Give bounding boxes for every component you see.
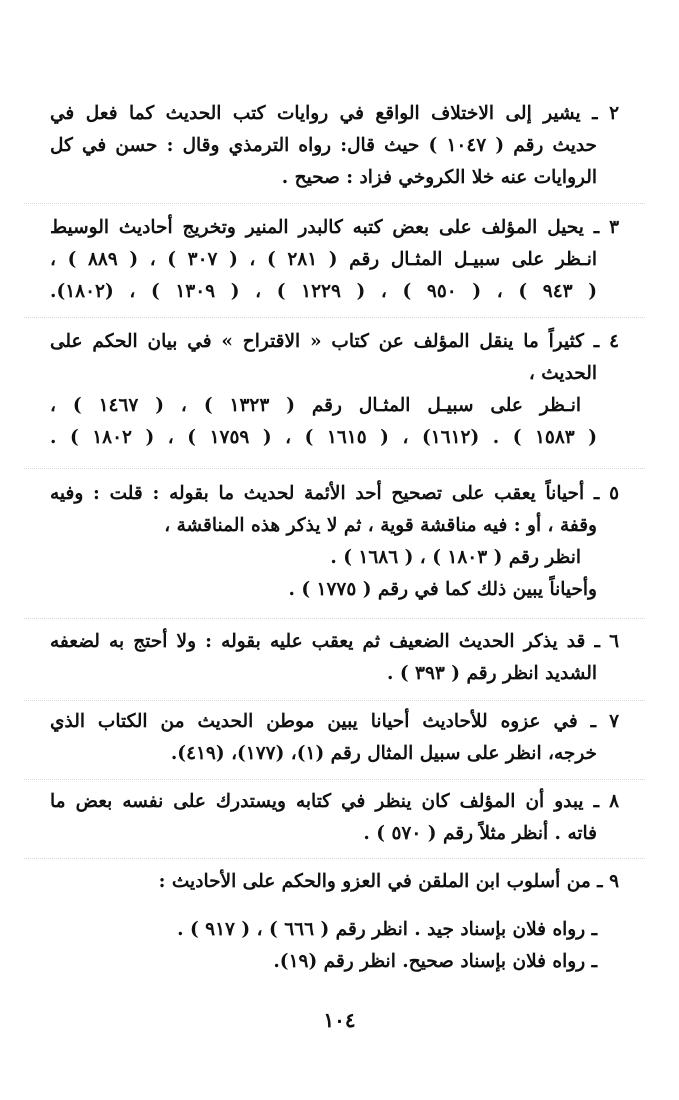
item-5-line-2: وقفة ، أو : فيه مناقشة قوية ، ثم لا يذكر هذه المناقشة ، bbox=[164, 515, 597, 536]
item-4-line-3: انـظر على سبيـل المثـال رقم ( ١٣٢٣ ) ، ( ١٤٦٧ ) ، bbox=[50, 395, 581, 416]
separator bbox=[24, 858, 645, 859]
item-4-line-1: ٤ ـ كثيراً ما ينقل المؤلف عن كتاب « الاقتراح » في بيان الحكم على bbox=[50, 331, 619, 352]
page-number: ١٠٤ bbox=[323, 1008, 356, 1032]
item-9-line-1: ٩ ـ من أسلوب ابن الملقن في العزو والحكم على الأحاديث : bbox=[158, 871, 619, 892]
separator bbox=[24, 317, 645, 318]
item-3-line-3: ( ٩٤٣ ) ، ( ٩٥٠ ) ، ( ١٢٢٩ ) ، ( ١٣٠٩ ) ، (١٨٠٢). bbox=[50, 281, 597, 302]
item-8-line-1: ٨ ـ يبدو أن المؤلف كان ينظر في كتابه ويستدرك على نفسه بعض ما bbox=[50, 791, 619, 812]
item-5-line-1: ٥ ـ أحياناً يعقب على تصحيح أحد الأئمة لحديث ما بقوله : قلت : وفيه bbox=[50, 483, 619, 504]
item-6-line-2: الشديد انظر رقم ( ٣٩٣ ) . bbox=[386, 663, 597, 684]
item-9-line-2: ـ رواه فلان بإسناد جيد . انظر رقم ( ٦٦٦ ) ، ( ٩١٧ ) . bbox=[177, 919, 597, 940]
item-9-spacer bbox=[50, 898, 619, 914]
list-item-9 bbox=[50, 866, 619, 978]
separator bbox=[24, 468, 645, 469]
separator bbox=[24, 779, 645, 780]
item-7-line-2: خرجه، انظر على سبيل المثال رقم (١)، (١٧٧)، (٤١٩). bbox=[170, 743, 597, 764]
item-9-line-3: ـ رواه فلان بإسناد صحيح. انظر رقم (١٩). bbox=[273, 951, 597, 972]
item-3-line-2: انـظر على سبيـل المثـال رقم ( ٢٨١ ) ، ( ٣٠٧ ) ، ( ٨٨٩ ) ، bbox=[50, 249, 597, 270]
list-item-6 bbox=[50, 626, 619, 690]
item-4-line-2: الحديث ، bbox=[528, 363, 597, 384]
list-item-3 bbox=[50, 212, 619, 308]
separator bbox=[24, 700, 645, 701]
list-item-4 bbox=[50, 326, 619, 454]
list-item-7 bbox=[50, 706, 619, 770]
separator bbox=[24, 203, 645, 204]
item-4-line-4: ( ١٥٨٣ ) . (١٦١٢) ، ( ١٦١٥ ) ، ( ١٧٥٩ ) ، ( ١٨٠٢ ) . bbox=[50, 427, 597, 448]
item-6-line-1: ٦ ـ قد يذكر الحديث الضعيف ثم يعقب عليه بقوله : ولا أحتج به لضعفه bbox=[50, 631, 619, 652]
item-5-line-3: انظر رقم ( ١٨٠٣ ) ، ( ١٦٨٦ ) . bbox=[330, 547, 581, 568]
item-5-line-4: وأحياناً يبين ذلك كما في رقم ( ١٧٧٥ ) . bbox=[288, 579, 597, 600]
list-item-5 bbox=[50, 478, 619, 606]
item-3-line-1: ٣ ـ يحيل المؤلف على بعض كتبه كالبدر المنير وتخريج أحاديث الوسيط bbox=[50, 217, 619, 238]
item-7-line-1: ٧ ـ في عزوه للأحاديث أحيانا يبين موطن الحديث من الكتاب الذي bbox=[50, 711, 619, 732]
list-item-2 bbox=[50, 98, 619, 194]
item-8-line-2: فاته . أنظر مثلاً رقم ( ٥٧٠ ) . bbox=[363, 823, 597, 844]
item-2-line-3: الروايات عنه خلا الكروخي فزاد : صحيح . bbox=[281, 167, 597, 188]
item-2-line-2: حديث رقم ( ١٠٤٧ ) حيث قال: رواه الترمذي وقال : حسن في كل bbox=[50, 135, 597, 156]
separator bbox=[24, 618, 645, 619]
item-2-line-1: ٢ ـ يشير إلى الاختلاف الواقع في روايات كتب الحديث كما فعل في bbox=[50, 103, 619, 124]
list-item-8 bbox=[50, 786, 619, 850]
